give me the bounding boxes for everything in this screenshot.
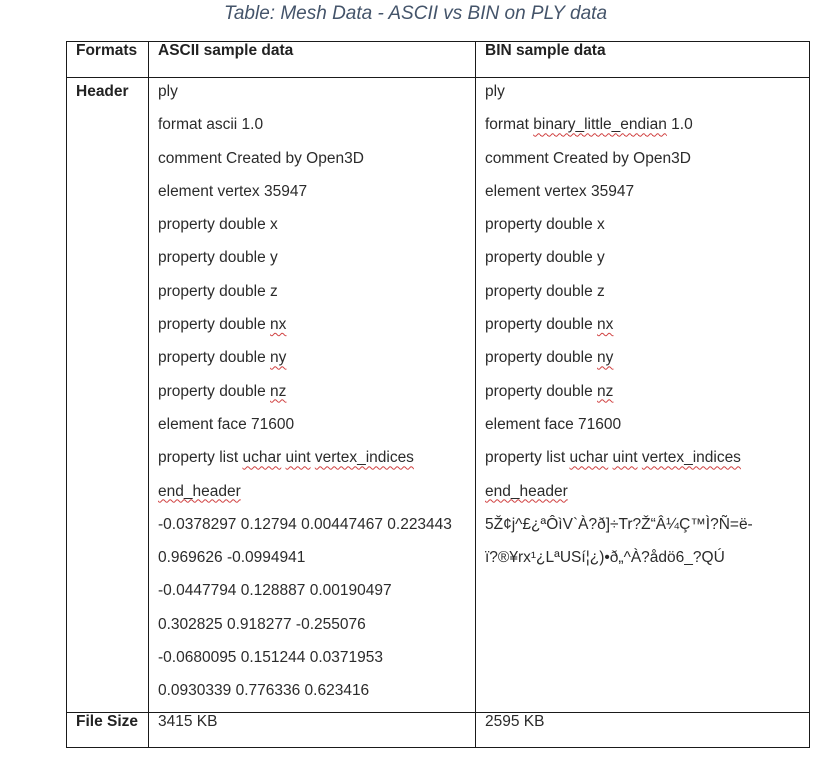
spellcheck-underline: nz: [597, 382, 614, 400]
bin-line: property double z: [485, 282, 605, 300]
ascii-file-size: 3415 KB: [149, 712, 476, 747]
mesh-data-table: [66, 41, 810, 748]
spellcheck-underline: uchar: [242, 449, 282, 467]
row-label-header: Header: [67, 78, 149, 713]
spellcheck-underline: binary_little_endian: [533, 116, 667, 134]
bin-line: element vertex 35947: [485, 182, 635, 200]
bin-line: property double y: [485, 249, 605, 267]
spellcheck-underline: nz: [270, 382, 287, 400]
bin-line: element face 71600: [485, 415, 622, 433]
ascii-line: property double y: [158, 249, 278, 267]
table-row-file-size: [67, 712, 810, 747]
bin-line: 5Ž¢j^£¿ªÔìV`À?ð]÷Tr?Ž“Â¼Ç™Ì?Ñ=ë-: [485, 515, 753, 533]
ascii-line: property double ny: [158, 349, 287, 367]
bin-header-cell: [476, 78, 810, 713]
ascii-line: property double z: [158, 282, 278, 300]
ascii-line: property double x: [158, 216, 278, 234]
spellcheck-underline: uchar: [569, 449, 609, 467]
bin-line: property double nz: [485, 382, 614, 400]
bin-line: property double x: [485, 216, 605, 234]
bin-line: ply: [485, 83, 505, 100]
column-header-ascii: ASCII sample data: [149, 42, 476, 78]
ascii-line: 0.0930339 0.776336 0.623416: [158, 682, 370, 700]
column-header-bin: BIN sample data: [476, 42, 810, 78]
ascii-line: 0.302825 0.918277 -0.255076: [158, 615, 366, 633]
bin-line: ï?®¥rx¹¿LªUSí¦¿)•ð„^À?ådö6_?QÚ: [485, 549, 725, 567]
spellcheck-underline: vertex_indices: [641, 449, 741, 467]
ascii-line: [158, 479, 468, 512]
spellcheck-underline: uint: [612, 449, 638, 467]
bin-line: property double ny: [485, 349, 614, 367]
ascii-line: 0.969626 -0.0994941: [158, 549, 306, 567]
spellcheck-underline: nx: [270, 316, 287, 334]
ascii-line: property list uchar uint vertex_indices: [158, 449, 414, 467]
ascii-line: -0.0447794 0.128887 0.00190497: [158, 582, 392, 600]
row-label-file-size: File Size: [67, 712, 149, 747]
spellcheck-underline: ny: [597, 349, 614, 367]
bin-line: property list uchar uint vertex_indices: [485, 449, 741, 467]
ascii-line: -0.0378297 0.12794 0.00447467 0.223443: [158, 515, 452, 533]
spellcheck-underline: end_header: [158, 482, 241, 500]
bin-line: comment Created by Open3D: [485, 149, 691, 167]
spellcheck-underline: vertex_indices: [314, 449, 414, 467]
ascii-line: comment Created by Open3D: [158, 149, 364, 167]
table-row-header: [67, 78, 810, 713]
table-caption: Table: Mesh Data - ASCII vs BIN on PLY data: [223, 3, 608, 24]
spellcheck-underline: nx: [597, 316, 614, 334]
table-header-row: [67, 42, 810, 78]
bin-file-size: 2595 KB: [476, 712, 810, 747]
bin-line: format binary_little_endian 1.0: [485, 116, 693, 134]
bin-line: property double nx: [485, 316, 614, 334]
spellcheck-underline: end_header: [485, 482, 568, 500]
ascii-header-cell: [149, 78, 476, 713]
ascii-line: element vertex 35947: [158, 182, 308, 200]
spellcheck-underline: uint: [285, 449, 311, 467]
ascii-line: element face 71600: [158, 415, 295, 433]
ascii-line: ply: [158, 83, 178, 100]
ascii-line: format ascii 1.0: [158, 116, 264, 134]
ascii-line: property double nx: [158, 316, 287, 334]
ascii-line: property double nz: [158, 382, 287, 400]
column-header-formats: Formats: [67, 42, 149, 78]
bin-line: [485, 479, 802, 512]
ascii-line: -0.0680095 0.151244 0.0371953: [158, 649, 383, 667]
spellcheck-underline: ny: [270, 349, 287, 367]
